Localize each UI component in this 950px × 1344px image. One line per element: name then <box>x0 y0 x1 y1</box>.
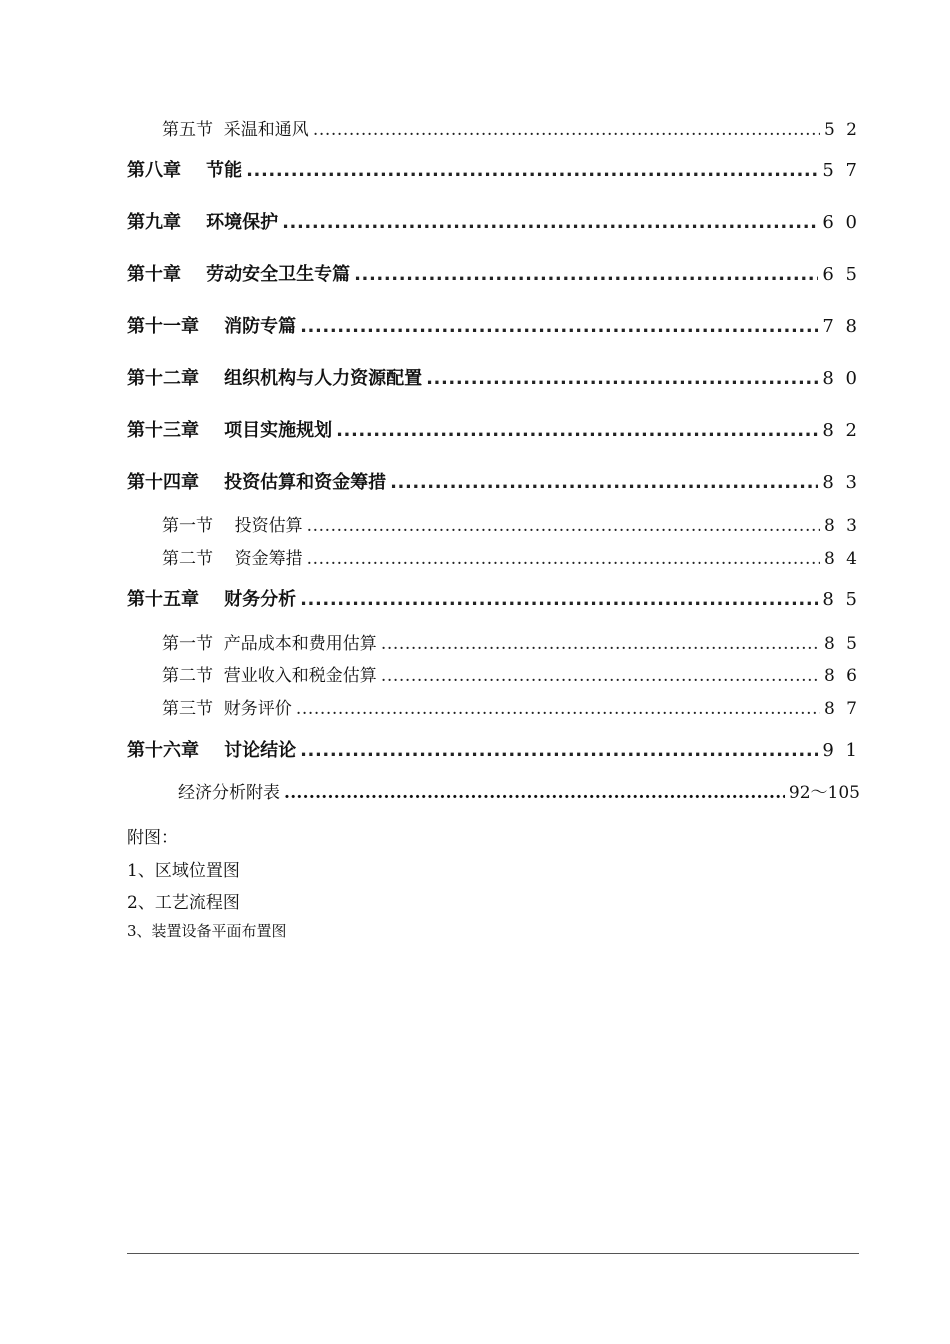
toc-entry-label: 第九章 环境保护 <box>127 212 279 233</box>
leader-dots <box>426 368 818 389</box>
leader-dots <box>300 316 818 337</box>
toc-entry-chapter-16[interactable] <box>0 736 950 762</box>
toc-entry-label: 第五节 采温和通风 <box>162 120 309 140</box>
toc-entry-section-5[interactable] <box>0 115 950 140</box>
leader-dots <box>296 699 820 719</box>
toc-entry-label: 第二节 资金筹措 <box>162 549 303 569</box>
figure-item: 1、区域位置图 <box>127 861 240 881</box>
toc-entry-page: 6 0 <box>822 212 860 233</box>
toc-entry-page: 5 7 <box>822 160 860 181</box>
leader-dots <box>313 120 820 140</box>
toc-entry-chapter-10[interactable] <box>0 260 950 286</box>
toc-entry-label: 第十四章 投资估算和资金筹措 <box>127 472 387 493</box>
toc-entry-label: 第十章 劳动安全卫生专篇 <box>127 264 351 285</box>
toc-entry-page: 8 3 <box>822 472 860 493</box>
toc-entry-page: 7 8 <box>822 316 860 337</box>
leader-dots <box>300 740 818 761</box>
toc-entry-page: 92～105 <box>788 783 860 803</box>
leader-dots <box>354 264 818 285</box>
toc-entry-page: 8 4 <box>823 549 860 569</box>
toc-entry-page: 5 2 <box>823 120 860 140</box>
toc-entry-label: 第十二章 组织机构与人力资源配置 <box>127 368 423 389</box>
toc-entry-section-15-1[interactable] <box>0 629 950 654</box>
toc-entry-appendix-tables[interactable] <box>178 778 860 803</box>
toc-entry-page: 8 6 <box>823 666 860 686</box>
footer-rule <box>127 1253 859 1254</box>
toc-entry-page: 6 5 <box>822 264 860 285</box>
toc-entry-label: 第一节 产品成本和费用估算 <box>162 634 377 654</box>
toc-entry-chapter-11[interactable] <box>0 312 950 338</box>
leader-dots <box>282 212 818 233</box>
toc-entry-label: 第八章 节能 <box>127 160 243 181</box>
toc-entry-label: 第十三章 项目实施规划 <box>127 420 333 441</box>
toc-entry-section-14-2[interactable] <box>0 544 950 569</box>
toc-entry-chapter-14[interactable] <box>0 468 950 494</box>
leader-dots <box>300 589 818 610</box>
toc-entry-label: 第一节 投资估算 <box>162 516 303 536</box>
leader-dots <box>381 634 820 654</box>
leader-dots <box>381 666 820 686</box>
toc-entry-chapter-8[interactable] <box>0 156 950 182</box>
toc-entry-chapter-9[interactable] <box>0 208 950 234</box>
toc-entry-page: 9 1 <box>822 740 860 761</box>
leader-dots <box>390 472 818 493</box>
toc-entry-label: 第二节 营业收入和税金估算 <box>162 666 377 686</box>
toc-entry-page: 8 7 <box>823 699 860 719</box>
leader-dots <box>246 160 818 181</box>
toc-entry-page: 8 2 <box>822 420 860 441</box>
toc-entry-page: 8 3 <box>823 516 860 536</box>
toc-entry-section-15-3[interactable] <box>0 694 950 719</box>
toc-entry-chapter-12[interactable] <box>0 364 950 390</box>
toc-entry-page: 8 5 <box>822 589 860 610</box>
toc-entry-page: 8 5 <box>823 634 860 654</box>
toc-entry-section-15-2[interactable] <box>0 661 950 686</box>
toc-entry-label: 第十一章 消防专篇 <box>127 316 297 337</box>
figures-heading: 附图： <box>127 828 178 848</box>
toc-entry-section-14-1[interactable] <box>0 511 950 536</box>
figure-item: 3、装置设备平面布置图 <box>127 922 287 940</box>
toc-entry-label: 第十五章 财务分析 <box>127 589 297 610</box>
toc-entry-chapter-13[interactable] <box>0 416 950 442</box>
toc-entry-chapter-15[interactable] <box>0 585 950 611</box>
figure-item: 2、工艺流程图 <box>127 893 240 913</box>
toc-entry-label: 第十六章 讨论结论 <box>127 740 297 761</box>
toc-entry-label: 经济分析附表 <box>178 783 280 803</box>
leader-dots <box>284 783 785 803</box>
leader-dots <box>336 420 818 441</box>
toc-entry-page: 8 0 <box>822 368 860 389</box>
leader-dots <box>307 549 820 569</box>
toc-entry-label: 第三节 财务评价 <box>162 699 292 719</box>
leader-dots <box>307 516 820 536</box>
